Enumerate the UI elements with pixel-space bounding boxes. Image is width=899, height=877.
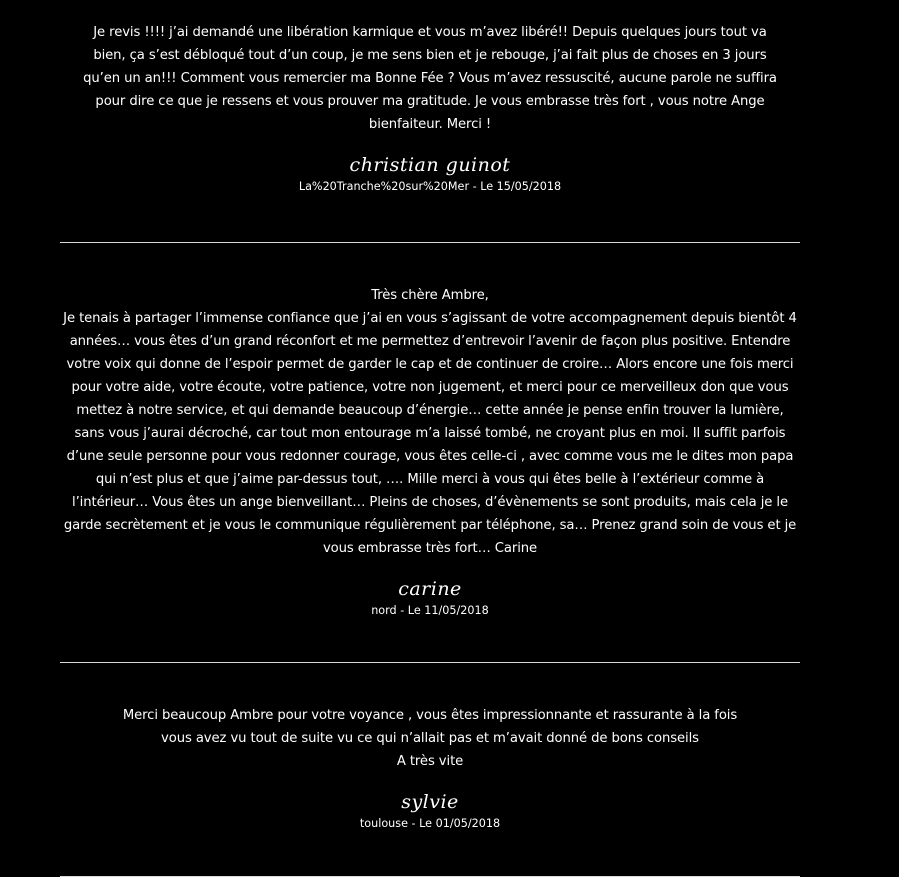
- testimonial-item: [60, 0, 800, 195]
- testimonial-author: christian guinot: [349, 154, 511, 176]
- testimonial-message: Très chère Ambre, Je tenais à partager l’immense confiance que j’ai en vous s’agissant de votre accompagnement depuis bientôt 4 années… vous êtes d’un grand réconfort et me permettez d’entrevoir l’avenir de façon plus positive. Entendre votre voix qui donne de l’espoir permet de garder le cap et de continuer de croire… Alors encore une fois merci pour votre aide, votre écoute, votre patience, votre non jugement, et merci pour ce merveilleux don que vous mettez à notre service, et qui demande beaucoup d’énergie… cette année je pense enfin trouver la lumière, sans vous j’aurai décroché, car tout mon entourage m’a laissé tombé, ne croyant plus en moi. Il suffit parfois d’une seule personne pour vous redonner courage, vous êtes celle-ci , avec comme vous me le dites mon papa qui n’est plus et que j’aime par-dessus tout, …. Mille merci à vous qui êtes belle à l’extérieur comme à l’intérieur… Vous êtes un ange bienveillant… Pleins de choses, d’évènements se sont produits, mais cela je le garde secrètement et je vous le communique régulièrement par téléphone, sa… Prenez grand soin de vous et je vous embrasse très fort… Carine: [63, 288, 797, 556]
- testimonial-item: [60, 663, 800, 832]
- testimonial-message: Je revis !!!! j’ai demandé une libération karmique et vous m’avez libéré!! Depuis quelques jours tout va bien, ça s’est débloqué tout d’un coup, je me sens bien et je rebouge, j’ai fait plus de choses en 3 jours qu’en un an!!! Comment vous remercier ma Bonne Fée ? Vous m’avez ressuscité, aucune parole ne suffira pour dire ce que je ressens et vous prouver ma gratitude. Je vous embrasse très fort , vous notre Ange bienfaiteur. Merci !: [83, 25, 777, 132]
- testimonial-location-date: toulouse - Le 01/05/2018: [359, 817, 501, 830]
- testimonial-author: sylvie: [401, 791, 459, 813]
- testimonial-location-date: La%20Tranche%20sur%20Mer - Le 15/05/2018: [298, 180, 562, 193]
- testimonial-feed: [60, 0, 800, 877]
- testimonial-message: Merci beaucoup Ambre pour votre voyance , vous êtes impressionnante et rassurante à la fois vous avez vu tout de suite vu ce qui n’allait pas et m’avait donné de bons conseils A très vite: [122, 708, 738, 769]
- testimonial-item: [60, 243, 800, 619]
- testimonial-author: carine: [398, 578, 462, 600]
- testimonial-location-date: nord - Le 11/05/2018: [371, 604, 489, 617]
